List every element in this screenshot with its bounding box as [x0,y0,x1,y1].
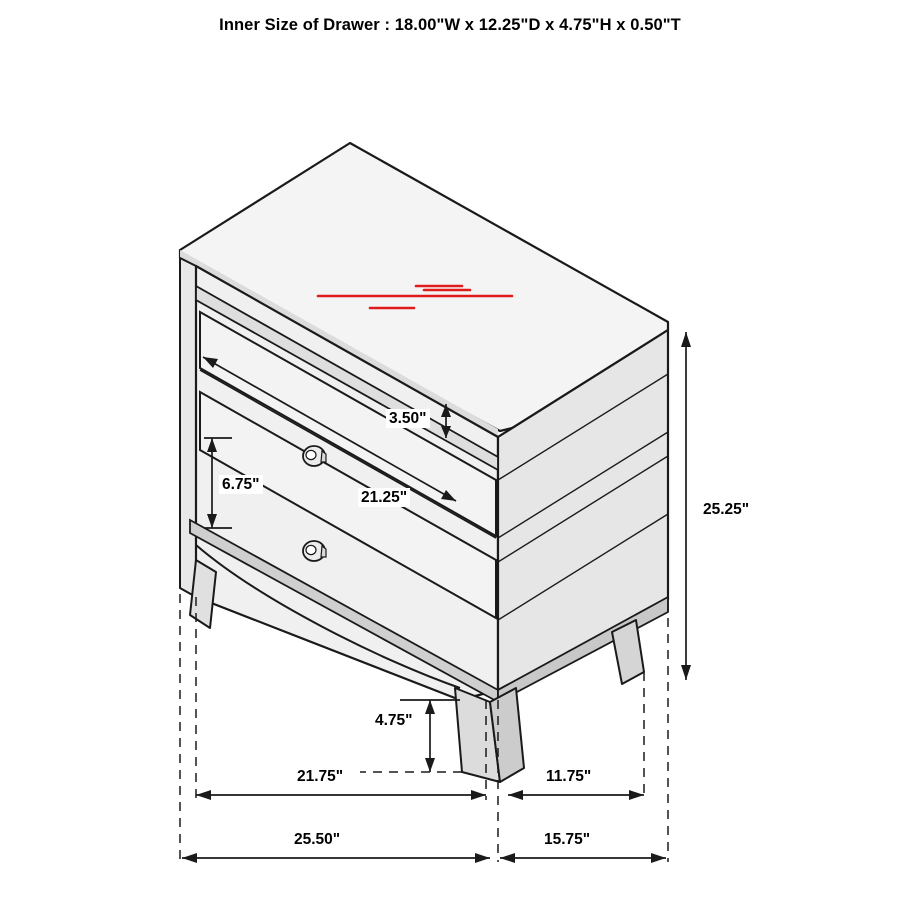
dim-label-overall-depth: 15.75" [541,830,593,849]
dim-label-front-width: 21.75" [294,767,346,786]
dim-label-total-height: 25.25" [700,500,752,519]
dim-label-drawer-width: 21.25" [358,488,410,507]
dim-label-drawer-height: 6.75" [219,475,263,494]
leg-right-rear [612,620,644,684]
dim-total-height [681,332,691,680]
dim-label-leg-height: 4.75" [372,711,416,730]
dim-side-depth [508,790,644,800]
dim-label-top-depth: 3.50" [386,409,430,428]
dim-label-side-depth: 11.75" [543,767,594,786]
dim-front-width [196,790,486,800]
dim-overall-width [182,853,490,863]
drawer-knob-lower[interactable] [303,541,326,561]
dim-label-overall-width: 25.50" [291,830,343,849]
leg-front-left [190,560,216,628]
left-side-panel [180,258,196,597]
page-title: Inner Size of Drawer : 18.00"W x 12.25"D x 4.75"H x 0.50"T [219,16,681,34]
dim-overall-depth [500,853,666,863]
nightstand-illustration [180,143,668,782]
drawer-knob-upper[interactable] [303,446,326,466]
